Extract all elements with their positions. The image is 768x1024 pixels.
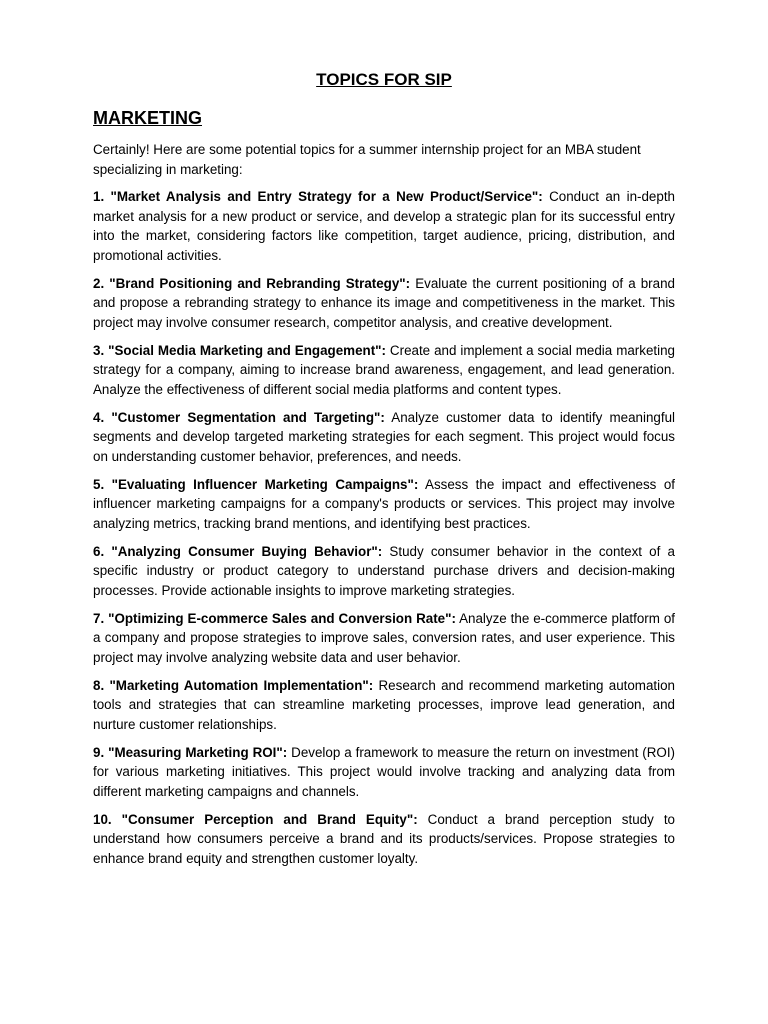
section-heading: MARKETING xyxy=(93,108,202,128)
page-title: TOPICS FOR SIP xyxy=(316,70,452,89)
topic-title: 3. "Social Media Marketing and Engagement": xyxy=(93,342,386,358)
topic-title: 10. "Consumer Perception and Brand Equity": xyxy=(93,811,418,827)
topic-body: Research and recommend marketing automation tools and strategies that can streamline marketing processes, improve lead generation, and nurture customer relationships. xyxy=(93,677,675,732)
topic-body: Develop a framework to measure the return on investment (ROI) for various marketing initiatives. This project would involve tracking and analyzing data from different marketing campaigns and channels. xyxy=(93,744,675,799)
topic-item-8 xyxy=(93,676,675,735)
topic-body: Assess the impact and effectiveness of influencer marketing campaigns for a company's products or services. This project may involve analyzing metrics, tracking brand mentions, and identifying best practices. xyxy=(93,476,675,531)
topic-item-1 xyxy=(93,187,675,265)
topic-item-3 xyxy=(93,341,675,400)
topic-title: 4. "Customer Segmentation and Targeting": xyxy=(93,409,385,425)
topic-body: Analyze the e-commerce platform of a company and propose strategies to improve sales, conversion rates, and user experience. This project may involve analyzing website data and user behavior. xyxy=(93,610,675,665)
topic-body: Analyze customer data to identify meaningful segments and develop targeted marketing strategies for each segment. This project would focus on understanding customer behavior, preferences, and needs. xyxy=(93,409,675,464)
topic-title: 1. "Market Analysis and Entry Strategy for a New Product/Service": xyxy=(93,189,543,204)
topic-item-4 xyxy=(93,408,675,467)
topic-title: 2. "Brand Positioning and Rebranding Strategy": xyxy=(93,275,411,291)
topic-item-10 xyxy=(93,810,675,869)
topic-title: 9. "Measuring Marketing ROI": xyxy=(93,744,288,760)
topic-body: Create and implement a social media marketing strategy for a company, aiming to increase brand awareness, engagement, and lead generation. Analyze the effectiveness of different social media platforms and content types. xyxy=(93,342,675,397)
intro-paragraph: Certainly! Here are some potential topics for a summer internship project for an MBA student specializing in marketing: xyxy=(93,142,641,177)
topic-item-9 xyxy=(93,743,675,802)
topic-item-5 xyxy=(93,475,675,534)
topic-item-6 xyxy=(93,542,675,601)
topic-title: 7. "Optimizing E-commerce Sales and Conversion Rate": xyxy=(93,610,456,626)
topic-item-2 xyxy=(93,274,675,333)
topic-body: Evaluate the current positioning of a brand and propose a rebranding strategy to enhance its image and competitiveness in the market. This project may involve consumer research, competitor analysis, and creative development. xyxy=(93,275,675,330)
topic-item-7 xyxy=(93,609,675,668)
topic-title: 5. "Evaluating Influencer Marketing Campaigns": xyxy=(93,476,419,492)
topic-body: Conduct an in-depth market analysis for a new product or service, and develop a strategic plan for its successful entry into the market, considering factors like competition, target audience, pricing, distribution, and promotional activities. xyxy=(93,189,675,263)
topic-title: 6. "Analyzing Consumer Buying Behavior": xyxy=(93,543,383,559)
topic-body: Study consumer behavior in the context of a specific industry or product category to understand purchase drivers and decision-making processes. Provide actionable insights to improve marketing strategies. xyxy=(93,543,675,598)
topic-body: Conduct a brand perception study to understand how consumers perceive a brand and its products/services. Propose strategies to enhance brand equity and strengthen customer loyalty. xyxy=(93,811,675,866)
topic-title: 8. "Marketing Automation Implementation": xyxy=(93,677,374,693)
